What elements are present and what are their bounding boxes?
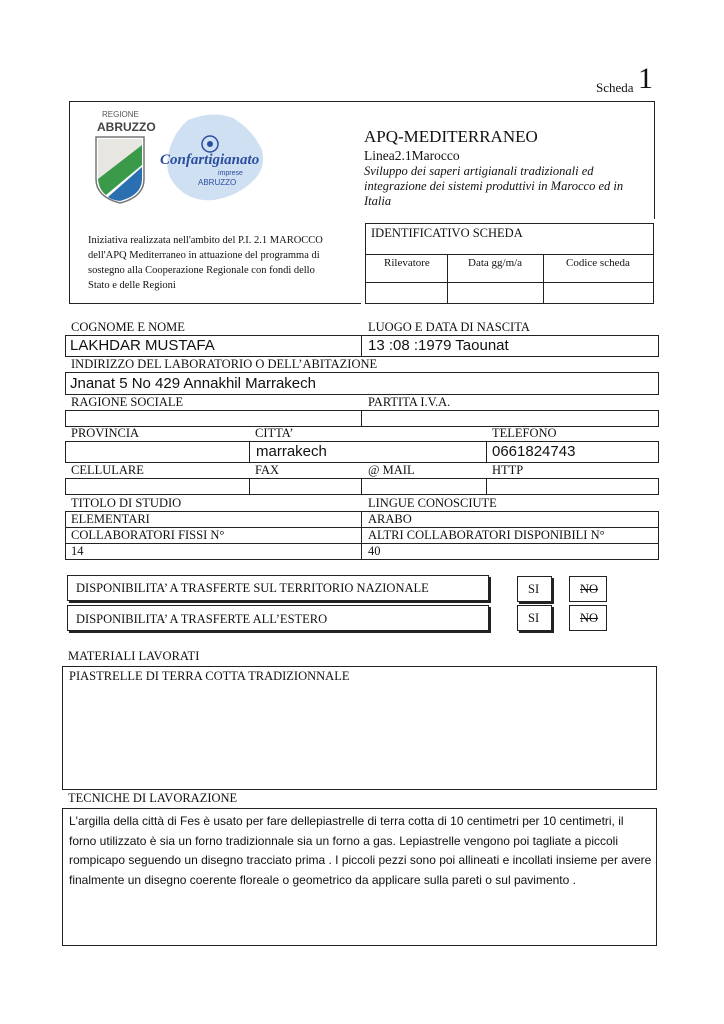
lingue-label: LINGUE CONOSCIUTE xyxy=(368,496,497,510)
telefono-label: TELEFONO xyxy=(492,426,557,440)
ragione-label: RAGIONE SOCIALE xyxy=(71,395,184,409)
tecniche-label: TECNICHE DI LAVORAZIONE xyxy=(68,791,238,805)
region-shield-icon xyxy=(94,135,146,205)
indirizzo-field[interactable]: Jnanat 5 No 429 Annakhil Marrakech xyxy=(65,372,659,395)
region-logo-text-2: ABRUZZO xyxy=(97,120,156,134)
fax-field[interactable] xyxy=(249,478,362,495)
id-block-title-cell xyxy=(365,223,654,255)
id-col-codice: Codice scheda xyxy=(543,254,654,283)
initiative-note: Iniziativa realizzata nell'ambito del P.I. 2.1 MAROCCO dell'APQ Mediterraneo in attuazione del programma di sostegno alla Cooperazione Regionale con fondi dello Stato e delle Regioni xyxy=(88,235,323,291)
collab-label-fissi-cell xyxy=(65,527,362,544)
confartigianato-sub1: imprese xyxy=(218,170,243,177)
fax-label: FAX xyxy=(255,463,280,477)
estero-si-option[interactable]: SI xyxy=(517,605,552,631)
collab-altri-label: ALTRI COLLABORATORI DISPONIBILI N° xyxy=(368,528,605,542)
regione-abruzzo-logo xyxy=(88,110,158,206)
id-col-data: Data gg/m/a xyxy=(447,254,544,283)
region-logo-text-1: REGIONE xyxy=(102,110,139,119)
cellulare-label: CELLULARE xyxy=(71,463,144,477)
header-top-border xyxy=(69,101,655,102)
partita-field[interactable] xyxy=(361,410,659,427)
indirizzo-label: INDIRIZZO DEL LABORATORIO O DELL’ABITAZIONE xyxy=(71,357,378,371)
id-rilevatore-input[interactable] xyxy=(365,282,448,304)
collab-fissi-label: COLLABORATORI FISSI N° xyxy=(71,528,225,542)
collab-label-altri-cell xyxy=(361,527,659,544)
telefono-field[interactable]: 0661824743 xyxy=(486,441,659,463)
scheda-number: 1 xyxy=(638,62,653,95)
nazionale-row xyxy=(67,575,491,603)
estero-label: DISPONIBILITA’ A TRASFERTE ALL’ESTERO xyxy=(76,612,328,626)
materiali-field[interactable] xyxy=(62,666,657,790)
id-data-input[interactable] xyxy=(447,282,544,304)
luogo-label: LUOGO E DATA DI NASCITA xyxy=(368,320,530,334)
project-line: Linea2.1Marocco xyxy=(364,148,460,163)
cognome-field[interactable]: LAKHDAR MUSTAFA xyxy=(65,335,362,357)
id-col-rilevatore: Rilevatore xyxy=(365,254,448,283)
estero-no-option[interactable]: NO xyxy=(569,605,607,631)
scheda-header xyxy=(596,64,666,104)
project-title: APQ-MEDITERRANEO xyxy=(364,127,538,146)
confartigianato-name: Confartigianato xyxy=(160,152,260,168)
titolo-field[interactable]: ELEMENTARI xyxy=(65,511,362,528)
mail-field[interactable] xyxy=(361,478,487,495)
tecniche-field[interactable] xyxy=(62,808,657,946)
cognome-label: COGNOME E NOME xyxy=(71,320,185,334)
citta-label: CITTA’ xyxy=(255,426,294,440)
nazionale-label: DISPONIBILITA’ A TRASFERTE SUL TERRITORIO NAZIONALE xyxy=(76,581,429,595)
project-description: Sviluppo dei saperi artigianali tradizionali ed integrazione dei sistemi produttivi in Marocco ed in Italia xyxy=(364,164,624,208)
http-field[interactable] xyxy=(486,478,659,495)
nazionale-si-option[interactable]: SI xyxy=(517,576,552,602)
nazionale-no-option[interactable]: NO xyxy=(569,576,607,602)
header-left-border xyxy=(69,101,70,304)
tecniche-value: L'argilla della città di Fes è usato per fare dellepiastrelle di terra cotta di 10 centimetri per 10 centimetri, il forno utilizzato è sia un forno tradizionnale sia un forno a gas. Lepiastrelle vengono poi tagliate a piccoli rompicapo seguendo un disegno tracciato prima . I piccoli pezzi sono poi allineati e incollati insieme per avere finalmente un disegno coerente floreale o geometrico da applicare sulla pareti o sul pavimento . xyxy=(69,814,652,887)
materiali-label: MATERIALI LAVORATI xyxy=(68,649,200,663)
collab-altri-field[interactable]: 40 xyxy=(361,543,659,560)
estero-row xyxy=(67,605,491,633)
id-codice-input[interactable] xyxy=(543,282,654,304)
header-right-border xyxy=(654,101,655,219)
http-label: HTTP xyxy=(492,463,524,477)
mail-label: @ MAIL xyxy=(368,463,415,477)
luogo-field[interactable]: 13 :08 :1979 Taounat xyxy=(361,335,659,357)
cellulare-field[interactable] xyxy=(65,478,250,495)
estero-label-box xyxy=(67,605,489,631)
titolo-label: TITOLO DI STUDIO xyxy=(71,496,182,510)
provincia-label: PROVINCIA xyxy=(71,426,140,440)
lingue-field[interactable]: ARABO xyxy=(361,511,659,528)
header-bottom-border xyxy=(69,303,361,304)
confartigianato-sub2: ABRUZZO xyxy=(198,178,237,187)
confartigianato-logo xyxy=(158,110,268,206)
partita-label: PARTITA I.V.A. xyxy=(368,395,451,409)
ragione-field[interactable] xyxy=(65,410,362,427)
scheda-label: Scheda xyxy=(596,80,634,95)
collab-fissi-field[interactable]: 14 xyxy=(65,543,362,560)
id-block-title: IDENTIFICATIVO SCHEDA xyxy=(371,226,523,240)
nazionale-label-box xyxy=(67,575,489,601)
materiali-value: PIASTRELLE DI TERRA COTTA TRADIZIONNALE xyxy=(69,669,350,683)
citta-field[interactable]: marrakech xyxy=(249,441,487,463)
provincia-field[interactable] xyxy=(65,441,250,463)
